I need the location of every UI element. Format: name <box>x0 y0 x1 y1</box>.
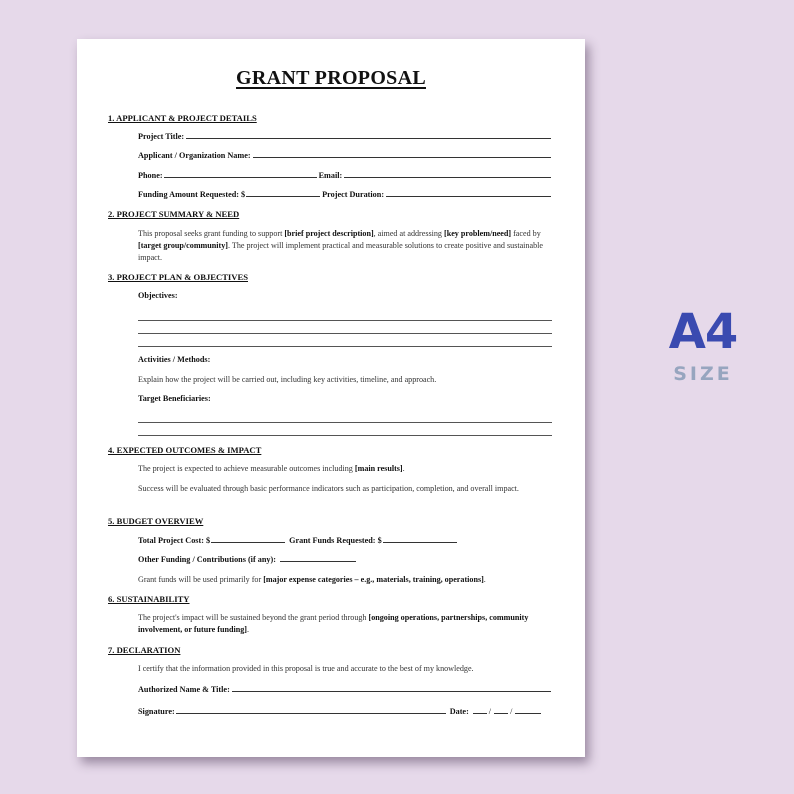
activities-text: Explain how the project will be carried out, including key activities, timeline, and approach. <box>138 375 437 384</box>
other-funding-row <box>138 554 552 564</box>
summary-placeholder-problem: [key problem/need] <box>444 229 512 238</box>
sustainability-placeholder: [ongoing operations, partnerships, community involvement, or future funding] <box>138 613 529 635</box>
summary-paragraph <box>138 228 554 265</box>
section-heading-outcomes: 4. EXPECTED OUTCOMES & IMPACT <box>108 445 262 455</box>
total-cost-label: Total Project Cost: $ <box>138 536 211 545</box>
applicant-row <box>138 150 552 160</box>
funding-row <box>138 189 552 199</box>
phone-field[interactable] <box>164 170 317 178</box>
certify-statement: I certify that the information provided in this proposal is true and accurate to the best of my knowledge. <box>138 664 474 673</box>
phone-label: Phone: <box>138 171 163 180</box>
evaluation-paragraph: Success will be evaluated through basic performance indicators such as participation, completion, and overall impact. <box>138 484 519 493</box>
other-funding-label: Other Funding / Contributions (if any): <box>138 555 276 564</box>
section-heading-declaration: 7. DECLARATION <box>108 645 181 655</box>
date-day-field[interactable] <box>494 706 508 714</box>
date-year-field[interactable] <box>515 706 541 714</box>
sustainability-text-end: . <box>246 625 250 635</box>
section-heading-applicant: 1. APPLICANT & PROJECT DETAILS <box>108 113 257 123</box>
section-heading-plan: 3. PROJECT PLAN & OBJECTIVES <box>108 272 248 282</box>
beneficiaries-row <box>138 394 552 403</box>
name-title-label: Authorized Name & Title: <box>138 685 230 694</box>
summary-placeholder-description: [brief project description] <box>284 229 374 238</box>
funding-label: Funding Amount Requested: $ <box>138 190 246 199</box>
total-cost-field[interactable] <box>211 535 285 543</box>
duration-field[interactable] <box>386 189 551 197</box>
applicant-label: Applicant / Organization Name: <box>138 151 251 160</box>
document-title: GRANT PROPOSAL <box>236 67 426 89</box>
beneficiaries-label: Target Beneficiaries: <box>138 394 211 403</box>
email-label: Email: <box>318 171 343 180</box>
outcomes-paragraph <box>138 463 554 475</box>
a4-badge: A4 <box>668 304 738 360</box>
objectives-line[interactable] <box>138 333 552 334</box>
outcomes-text: The project is expected to achieve measurable outcomes including <box>138 464 355 473</box>
activities-label: Activities / Methods: <box>138 355 211 364</box>
budget-usage-text-end: . <box>483 575 486 584</box>
signature-label: Signature: <box>138 707 175 716</box>
section-heading-summary: 2. PROJECT SUMMARY & NEED <box>108 209 240 219</box>
budget-usage-text: Grant funds will be used primarily for <box>138 575 264 584</box>
outcomes-placeholder: [main results] <box>354 464 403 473</box>
objectives-label: Objectives: <box>138 291 178 300</box>
sustainability-text: The project's impact will be sustained beyond the grant period through <box>138 613 369 622</box>
date-separator: / <box>488 707 492 716</box>
project-title-field[interactable] <box>186 131 551 139</box>
applicant-field[interactable] <box>253 150 551 158</box>
beneficiaries-line[interactable] <box>138 435 552 436</box>
section-heading-budget: 5. BUDGET OVERVIEW <box>108 516 204 526</box>
grant-funds-label: Grant Funds Requested: $ <box>289 536 382 545</box>
document-page <box>77 39 585 757</box>
summary-placeholder-target: [target group/community] <box>138 241 228 251</box>
objectives-row <box>138 291 552 300</box>
duration-label: Project Duration: <box>322 190 385 199</box>
budget-row <box>138 535 552 545</box>
signature-row <box>138 706 552 716</box>
activities-row <box>138 355 552 364</box>
email-field[interactable] <box>344 170 551 178</box>
summary-text-3: faced by <box>511 229 541 238</box>
contact-row <box>138 170 552 180</box>
objectives-line[interactable] <box>138 346 552 347</box>
objectives-line[interactable] <box>138 320 552 321</box>
summary-text-4: . The project will implement practical and measurable solutions to create positive and sustainable impact. <box>138 241 543 263</box>
name-title-row <box>138 684 552 694</box>
summary-text-1: This proposal seeks grant funding to support <box>138 229 285 238</box>
funding-field[interactable] <box>246 189 320 197</box>
date-month-field[interactable] <box>473 706 487 714</box>
size-label: SIZE <box>673 363 733 385</box>
section-heading-sustainability: 6. SUSTAINABILITY <box>108 594 190 604</box>
outcomes-text-end: . <box>402 464 405 473</box>
date-label: Date: <box>449 707 469 716</box>
sustainability-paragraph <box>138 612 554 636</box>
signature-field[interactable] <box>176 706 446 714</box>
beneficiaries-line[interactable] <box>138 422 552 423</box>
name-title-field[interactable] <box>232 684 551 692</box>
date-separator: / <box>510 707 513 716</box>
summary-text-2: , aimed at addressing <box>373 229 445 238</box>
budget-usage-paragraph <box>138 574 554 586</box>
project-title-label: Project Title: <box>138 132 185 141</box>
grant-funds-field[interactable] <box>383 535 457 543</box>
other-funding-field[interactable] <box>280 554 356 562</box>
budget-usage-placeholder: [major expense categories – e.g., materials, training, operations] <box>263 575 484 584</box>
project-title-row <box>138 131 552 141</box>
